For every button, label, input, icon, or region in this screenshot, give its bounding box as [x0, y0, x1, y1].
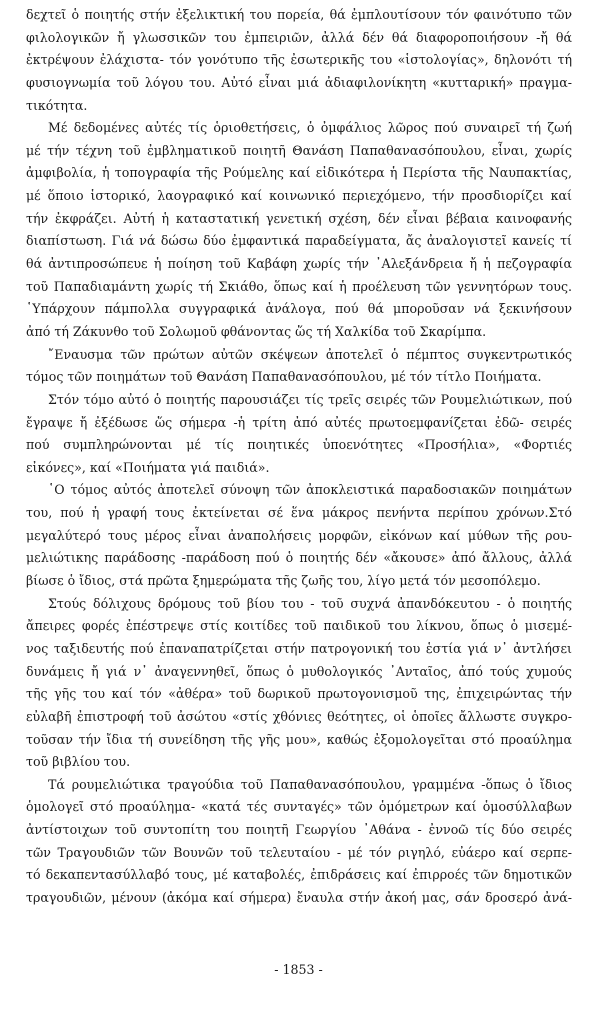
text-line: ἄπειρες φορές ἐπέστρεψε στίς κοιτίδες τοῦ παιδικοῦ του λίκνου, ὅπως ὁ μισεμέ- [26, 618, 572, 634]
text-line: ῎Εναυσμα τῶν πρώτων αὐτῶν σκέψεων ἀποτελεῖ ὁ πέμπτος συγκεντρωτικός [48, 346, 572, 362]
text-line: μεγαλύτερό τους μέρος εἶναι ἀναπολήσεις μορφῶν, εἰκόνων καί μύθων τῆς ρου- [26, 527, 572, 543]
text-line: διαπίστωση. Γιά νά δώσω δύο ἐμφαντικά παραδείγματα, ἄς ἀναλογιστεῖ κανείς τί [26, 233, 572, 249]
paragraph [26, 774, 572, 910]
text-line: φιλολογικῶν ἤ γλωσσικῶν του ἐμπειριῶν, ἀλλά δέν θά διαφοροποιήσουν -ἤ θά [26, 29, 572, 45]
text-line: τοῦ Παπαδιαμάντη χωρίς τή Σκιάθο, ὅπως καί ἡ προέλευση τῶν γεννητόρων τους. [26, 278, 572, 294]
text-line: ἔγραψε ἤ ἐξέδωσε ὥς σήμερα -ἡ τρίτη ἀπό αὐτές πρωτοεμφανίζεται ἐδῶ- σειρές [26, 414, 572, 430]
text-line: τοῦ βιβλίου του. [26, 754, 131, 770]
text-line: πού συμπληρώνονται μέ τίς ποιητικές ὑποενότητες «Προσήλια», «Φορτιές [26, 437, 572, 453]
text-line: τήν ἐκφράζει. Αὐτή ἡ καταστατική γενετική σχέση, δέν εἶναι βέβαια καινοφανής [26, 210, 572, 226]
text-line: τό δεκαπεντασύλλαβό τους, μέ καταβολές, ἐπιδράσεις καί ἐπιρροές τῶν δημοτικῶν [26, 867, 572, 883]
text-line: δεχτεῖ ὁ ποιητής στήν ἐξελικτική του πορεία, θά ἐμπλουτίσουν τόν φαινότυπο τῶν [26, 7, 572, 22]
text-line: ὁμολογεῖ στό προαύλημα- «κατά τές συνταγές» τῶν ὁμόμετρων καί ὁμοσύλλαβων [26, 799, 572, 815]
page-number: - 1853 - [274, 962, 323, 977]
text-line: ἀμφιβολία, ἡ τοπογραφία τῆς Ρούμελης καί εἰδικότερα ἡ Περίστα τῆς Ναυπακτίας, [26, 165, 572, 181]
text-line: Μέ δεδομένες αὐτές τίς ὁριοθετήσεις, ὁ ὀμφάλιος λῶρος πού συναιρεῖ τή ζωή [48, 120, 572, 136]
paragraph [26, 593, 572, 774]
text-line: θά ἀντιπροσώπευε ἡ ποίηση τοῦ Καβάφη χωρίς τήν ᾿Αλεξάνδρεια ἤ ἡ πεζογραφία [26, 256, 572, 272]
text-line: του, πού ἡ γραφή τους ἐκτείνεται σέ ἕνα μάκρος πενήντα περίπου χρόνων.Στό [26, 505, 572, 521]
text-line: τραγουδιῶν, μένουν (ἀκόμα καί σήμερα) ἔναυλα στήν ἀκοή μας, σάν δροσερό ἀνά- [26, 889, 572, 905]
text-line: φυσιογνωμία τοῦ λόγου του. Αὐτό εἶναι μιά ἀδιαφιλονίκητη «κυτταρική» πραγμα- [26, 74, 572, 90]
text-line: νος ταξιδευτής πού ἐπαναπατρίζεται στήν πατρογονική του ἑστία γιά ν᾿ ἀντλήσει [26, 640, 572, 656]
text-line: τῆς γῆς του καί τόν «ἀθέρα» τοῦ δωρικοῦ πρωτογονισμοῦ της, ἐπιχειρώντας τήν [26, 686, 572, 702]
text-line: βίωσε ὁ ἴδιος, στά πρῶτα ξημερώματα τῆς ζωῆς του, λίγο μετά τόν μεσοπόλεμο. [26, 573, 541, 589]
paragraph [26, 479, 572, 592]
text-line: εὐλαβῆ ἐπιστροφή τοῦ ἀσώτου «στίς χθόνιες θεότητες, οἱ ὁποῖες ἄλλωστε συγκρο- [26, 708, 572, 724]
text-line: μέ τήν τέχνη τοῦ ἐμβληματικοῦ ποιητῆ Θανάση Παπαθανασόπουλου, εἶναι, χωρίς [26, 142, 572, 158]
text-line: Στούς δόλιχους δρόμους τοῦ βίου του - τοῦ συχνά ἀπανδόκευτου - ὁ ποιητής [48, 595, 572, 611]
paragraph [26, 117, 572, 343]
text-line: ῾Ο τόμος αὐτός ἀποτελεῖ σύνοψη τῶν ἀποκλειστικά παραδοσιακῶν ποιημάτων [48, 482, 572, 498]
text-line: μελιώτικης παράδοσης -παράδοση πού ὁ ποιητής δέν «ἄκουσε» ἀπό ἄλλους, ἀλλά [26, 550, 572, 566]
body-text [26, 4, 572, 910]
text-line: τοῦσαν τήν ἴδια τή συνείδηση τῆς γῆς μου», καθώς ἐξομολογεῖται στό προαύλημα [26, 731, 572, 747]
text-line: εἰκόνες», καί «Ποιήματα γιά παιδιά». [26, 459, 270, 475]
text-line: ἀπό τή Ζάκυνθο τοῦ Σολωμοῦ φθάνοντας ὥς τή Χαλκίδα τοῦ Σκαρίμπα. [26, 323, 487, 339]
text-line: ἐκτρέψουν ἐλάχιστα- τόν γονότυπο τῆς ἐσωτερικῆς του «ἱστολογίας», δηλονότι τή [26, 52, 572, 68]
text-line: Στόν τόμο αὐτό ὁ ποιητής παρουσιάζει τίς τρεῖς σειρές τῶν Ρουμελιώτικων, πού [48, 391, 572, 407]
text-line: τικότητα. [26, 97, 88, 113]
text-line: μέ ὅποιο ἱστορικό, λαογραφικό καί κοινωνικό περιεχόμενο, τήν προσδιορίζει καί [26, 188, 572, 204]
text-line: τόμος τῶν ποιημάτων τοῦ Θανάση Παπαθανασόπουλου, μέ τόν τίτλο Ποιήματα. [26, 369, 542, 385]
text-line: Τά ρουμελιώτικα τραγούδια τοῦ Παπαθανασόπουλου, γραμμένα -ὅπως ὁ ἴδιος [48, 776, 572, 792]
text-line: τῶν Τραγουδιῶν τῶν Βουνῶν τοῦ τελευταίου - μέ τόν ριγηλό, εὐάερο καί σερπε- [26, 844, 572, 860]
text-line: δυνάμεις ἤ γιά ν᾿ ἀναγεννηθεῖ, ὅπως ὁ μυθολογικός ᾿Ανταῖος, ἀπό τούς χυμούς [26, 663, 572, 679]
paragraph [26, 4, 572, 117]
paragraph [26, 344, 572, 389]
text-line: ῾Υπάρχουν πάμπολλα συγγραφικά ἀνάλογα, πού θά μποροῦσαν νά ξεκινήσουν [26, 301, 572, 317]
paragraph [26, 389, 572, 480]
text-line: ἀντίστοιχων τοῦ συντοπίτη του ποιητῆ Γεωργίου ᾿Αθάνα - ἐννοῶ τίς δύο σειρές [26, 822, 572, 838]
